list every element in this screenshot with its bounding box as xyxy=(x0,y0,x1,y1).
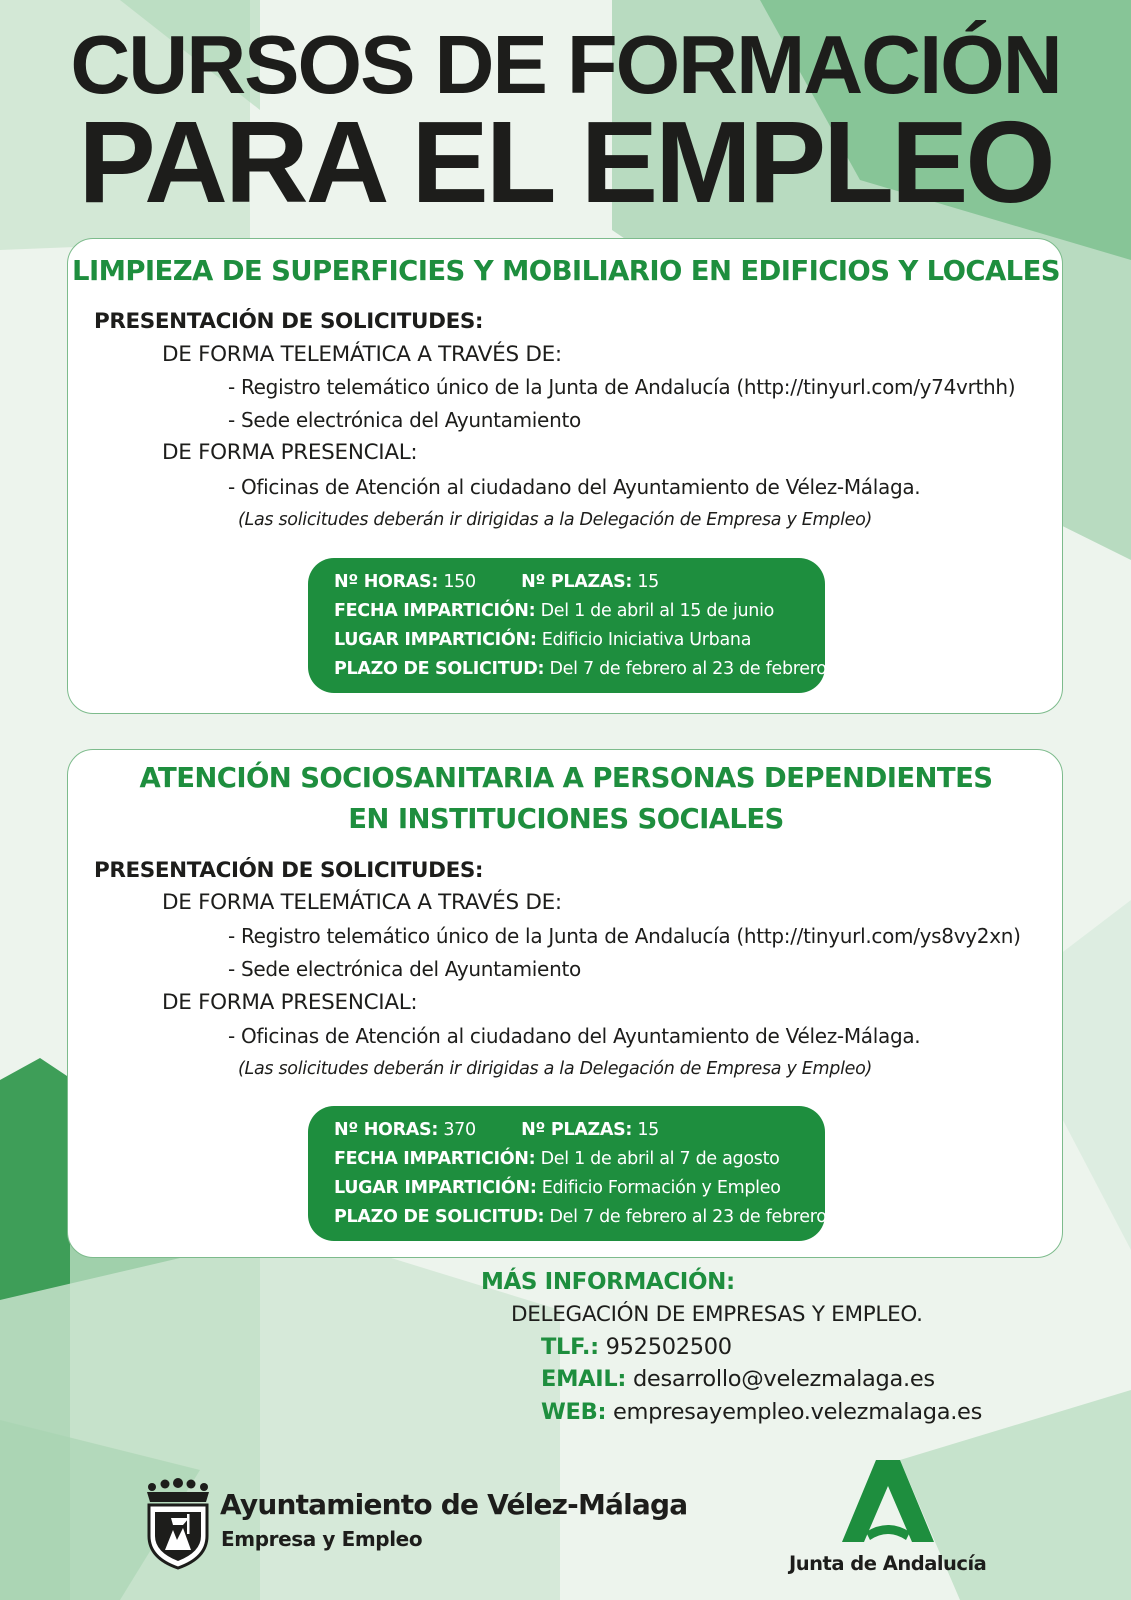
contact-web xyxy=(541,1399,982,1425)
ayuntamiento-dept: Empresa y Empleo xyxy=(221,1527,423,1551)
details-row-fecha xyxy=(334,597,825,626)
lugar-value: Edificio Formación y Empleo xyxy=(541,1178,781,1198)
details-row-horas-plazas xyxy=(334,1116,825,1145)
course-title-line: ATENCIÓN SOCIOSANITARIA A PERSONAS DEPENDIENTES xyxy=(139,762,993,794)
page-title-line2: PARA EL EMPLEO xyxy=(78,97,1053,227)
details-row-plazo xyxy=(334,1203,825,1232)
contact-phone xyxy=(541,1334,732,1360)
junta-a-logo-icon xyxy=(840,1458,935,1543)
presentacion-label: PRESENTACIÓN DE SOLICITUDES: xyxy=(94,309,484,334)
junta-name: Junta de Andalucía xyxy=(789,1552,987,1575)
plazas-value: 15 xyxy=(637,572,660,592)
telematica-label: DE FORMA TELEMÁTICA A TRAVÉS DE: xyxy=(162,342,562,367)
more-info-org: DELEGACIÓN DE EMPRESAS Y EMPLEO. xyxy=(511,1302,923,1327)
presencial-item-oficinas: - Oficinas de Atención al ciudadano del Ayuntamiento de Vélez-Málaga. xyxy=(228,475,921,499)
plazo-label: PLAZO DE SOLICITUD: xyxy=(334,659,545,679)
fecha-label: FECHA IMPARTICIÓN: xyxy=(334,1149,536,1169)
course-title xyxy=(68,758,1064,840)
details-row-plazo xyxy=(334,655,825,684)
details-row-fecha xyxy=(334,1145,825,1174)
course-card-limpieza xyxy=(67,238,1063,714)
telematica-item-registro: - Registro telemático único de la Junta de Andalucía (http://tinyurl.com/y74vrthh) xyxy=(228,375,1016,399)
ayuntamiento-name: Ayuntamiento de Vélez-Málaga xyxy=(220,1488,688,1521)
lugar-label: LUGAR IMPARTICIÓN: xyxy=(334,630,537,650)
presentacion-label: PRESENTACIÓN DE SOLICITUDES: xyxy=(94,858,484,883)
plazo-label: PLAZO DE SOLICITUD: xyxy=(334,1207,545,1227)
lugar-value: Edificio Iniciativa Urbana xyxy=(541,630,752,650)
telematica-item-sede: - Sede electrónica del Ayuntamiento xyxy=(228,408,581,432)
horas-label: Nº HORAS: xyxy=(334,572,439,592)
web-value[interactable]: empresayempleo.velezmalaga.es xyxy=(613,1399,983,1425)
presencial-label: DE FORMA PRESENCIAL: xyxy=(162,990,418,1015)
fecha-value: Del 1 de abril al 7 de agosto xyxy=(540,1149,780,1169)
details-row-horas-plazas xyxy=(334,568,825,597)
plazas-value: 15 xyxy=(637,1120,660,1140)
phone-label: TLF.: xyxy=(541,1334,599,1360)
course-title xyxy=(68,251,1064,292)
coat-of-arms-icon xyxy=(143,1478,213,1570)
lugar-label: LUGAR IMPARTICIÓN: xyxy=(334,1178,537,1198)
phone-value[interactable]: 952502500 xyxy=(605,1334,732,1360)
contact-email xyxy=(541,1366,935,1392)
presencial-label: DE FORMA PRESENCIAL: xyxy=(162,440,418,465)
course-card-sociosanitaria xyxy=(67,749,1063,1258)
telematica-item-registro: - Registro telemático único de la Junta de Andalucía (http://tinyurl.com/ys8vy2xn) xyxy=(228,924,1021,948)
details-row-lugar xyxy=(334,1174,825,1203)
page-title-line1: CURSOS DE FORMACIÓN xyxy=(70,18,1061,111)
details-row-lugar xyxy=(334,626,825,655)
email-label: EMAIL: xyxy=(541,1366,627,1392)
telematica-item-sede: - Sede electrónica del Ayuntamiento xyxy=(228,957,581,981)
plazo-value: Del 7 de febrero al 23 de febrero xyxy=(549,659,827,679)
email-value[interactable]: desarrollo@velezmalaga.es xyxy=(632,1366,935,1392)
plazo-value: Del 7 de febrero al 23 de febrero xyxy=(549,1207,827,1227)
course-title-line: LIMPIEZA DE SUPERFICIES Y MOBILIARIO EN EDIFICIOS Y LOCALES xyxy=(72,255,1060,287)
web-label: WEB: xyxy=(541,1399,607,1425)
fecha-label: FECHA IMPARTICIÓN: xyxy=(334,601,536,621)
solicitudes-note: (Las solicitudes deberán ir dirigidas a la Delegación de Empresa y Empleo) xyxy=(238,510,873,530)
fecha-value: Del 1 de abril al 15 de junio xyxy=(540,601,775,621)
solicitudes-note: (Las solicitudes deberán ir dirigidas a la Delegación de Empresa y Empleo) xyxy=(238,1059,873,1079)
course-details-box xyxy=(308,558,825,693)
plazas-label: Nº PLAZAS: xyxy=(521,572,633,592)
horas-label: Nº HORAS: xyxy=(334,1120,439,1140)
presencial-item-oficinas: - Oficinas de Atención al ciudadano del Ayuntamiento de Vélez-Málaga. xyxy=(228,1024,921,1048)
more-info-title: MÁS INFORMACIÓN: xyxy=(481,1269,735,1295)
telematica-label: DE FORMA TELEMÁTICA A TRAVÉS DE: xyxy=(162,890,562,915)
horas-value: 370 xyxy=(443,1120,476,1140)
plazas-label: Nº PLAZAS: xyxy=(521,1120,633,1140)
course-details-box xyxy=(308,1106,825,1241)
course-title-line: EN INSTITUCIONES SOCIALES xyxy=(348,803,784,835)
horas-value: 150 xyxy=(443,572,476,592)
